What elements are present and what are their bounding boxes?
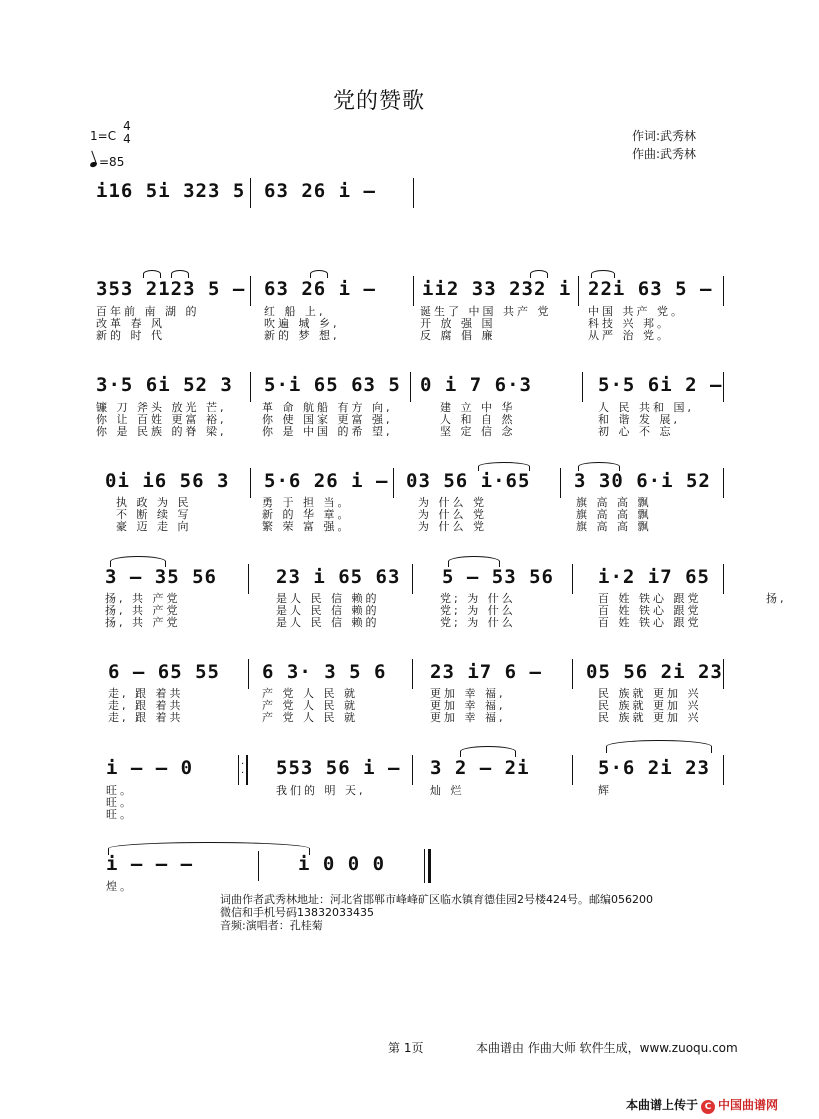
barline [572,564,573,594]
barline [412,564,413,594]
slur [143,270,161,278]
time-signature [120,120,134,146]
barline [723,276,724,306]
barline [413,276,414,306]
barline [410,372,411,402]
lyric: 灿 烂 [430,784,465,797]
barline [723,564,724,594]
lyric: 旗 高 高 飘 [576,496,652,509]
lyric: 新的 时 代 [96,329,165,342]
barline [250,468,251,498]
lyric: 更加 幸 福, [430,687,506,700]
lyric: 不 断 续 写 [116,508,192,521]
measure: 6 3· 3 5 6 [262,661,387,683]
lyric: 旺。 [106,808,134,821]
lyric: 你 是 民族 的脊 梁, [96,425,227,438]
lyric: 煌。 [106,880,134,893]
site-logo-icon: C [701,1100,715,1114]
generator-note: 本曲谱由 作曲大师 软件生成，www.zuoqu.com [476,1041,738,1055]
lyric: 吹遍 城 乡, [264,317,340,330]
barline [582,372,583,402]
lyric: 百 姓 铁心 跟党 [598,604,702,617]
barline [250,372,251,402]
lyric: 产 党 人 民 就 [262,711,358,724]
tempo-value: =85 [99,155,125,169]
measure: 3 30 6·i 52 [574,470,711,492]
lyric: 繁 荣 富 强。 [262,520,352,533]
lyric: 从严 治 党。 [588,329,671,342]
barline [248,564,249,594]
lyric: 人 民 共和 国, [598,401,694,414]
barline [723,372,724,402]
lyric: 改革 春 风 [96,317,165,330]
slur [606,740,712,753]
lyric: 更加 幸 福, [430,699,506,712]
lyric: 扬, 共 产党 [105,604,181,617]
lyric: 党; 为 什么 [440,604,516,617]
measure: 05 56 2i 23 [586,661,723,683]
time-signature-bottom: 4 [123,132,131,146]
lyric: 旗 高 高 飘 [576,508,652,521]
measure: 3 – 35 56 [105,566,217,588]
lyric: 红 船 上, [264,305,326,318]
song-title: 党的赞歌 [333,89,426,114]
audio-singer: 音频:演唱者：孔桂菊 [220,919,323,932]
measure: ii2 33 232 i [422,278,572,300]
composer-credit: 作曲:武秀林 [632,147,697,161]
lyric: 产 党 人 民 就 [262,687,358,700]
barline [560,468,561,498]
repeat-sign: · · [241,759,245,779]
lyric: 诞生了 中国 共产 党 [420,305,552,318]
lyric: 你 使 国家 更富 强, [262,413,393,426]
lyric: 扬, 共 产党 [105,616,181,629]
quarter-note-icon [89,161,97,168]
watermark-brand: 中国曲谱网 [718,1098,779,1112]
measure: i·2 i7 65 [598,566,710,588]
lyric: 镰 刀 斧头 放光 芒, [96,401,227,414]
barline [412,659,413,689]
slur [530,270,548,278]
lyric: 反 腐 倡 廉 [420,329,496,342]
lyric: 百 姓 铁心 跟党 [598,592,702,605]
measure: 0 i 7 6·3 [420,374,532,396]
measure: 5·5 6i 2 – [598,374,723,396]
author-contact: 微信和手机号码13832033435 [220,906,374,919]
lyric: 是人 民 信 赖的 [276,616,380,629]
measure: i – – – [106,853,194,875]
barline [412,755,413,785]
barline [413,178,414,208]
barline [572,755,573,785]
lyric: 革 命 航船 有方 向, [262,401,393,414]
lyric: 新 的 华 章。 [262,508,352,521]
author-address: 词曲作者武秀林地址：河北省邯郸市峰峰矿区临水镇育德佳园2号楼424号。邮编056200 [220,893,653,906]
lyric: 走, 跟 着共 [108,687,184,700]
slur [310,270,328,278]
watermark [626,1096,778,1114]
lyric: 走, 跟 着共 [108,711,184,724]
measure: 3·5 6i 52 3 [96,374,233,396]
final-barline-thin [424,849,425,883]
barline [248,659,249,689]
measure: i – – 0 [106,757,194,779]
measure: 553 56 i – [276,757,401,779]
key-signature: 1=C [90,129,117,143]
lyric: 民 族就 更加 兴 [598,711,702,724]
barline [723,468,724,498]
barline [723,755,724,785]
barline [250,276,251,306]
lyric: 走, 跟 着共 [108,699,184,712]
lyric: 初 心 不 忘 [598,425,674,438]
measure: 0i i6 56 3 [105,470,230,492]
lyric: 勇 于 担 当。 [262,496,352,509]
lyric: 你 是 中国 的希 望, [262,425,393,438]
lyric: 人 和 自 然 [440,413,516,426]
barline [258,851,259,881]
lyric: 党; 为 什么 [440,592,516,605]
lyric: 扬, [766,592,787,605]
lyric: 旺。 [106,796,134,809]
lyric: 坚 定 信 念 [440,425,516,438]
barline [578,276,579,306]
lyric: 为 什么 党 [418,520,487,533]
measure: 353 2123 5 – [96,278,246,300]
barline [246,755,248,785]
lyric: 开 放 强 国 [420,317,496,330]
page-number: 第 1页 [388,1041,424,1055]
lyric: 中国 共产 党。 [588,305,685,318]
measure: 22i 63 5 – [588,278,713,300]
lyric: 产 党 人 民 就 [262,699,358,712]
lyric: 为 什么 党 [418,496,487,509]
lyric: 和 谐 发 展, [598,413,680,426]
measure: 5·i 65 63 5 [264,374,401,396]
measure: 63 26 i – [264,180,376,202]
lyric: 旺。 [106,784,134,797]
barline [723,659,724,689]
measure: i16 5i 323 5 [96,180,246,202]
lyric: 党; 为 什么 [440,616,516,629]
lyric: 百 姓 铁心 跟党 [598,616,702,629]
barline [238,755,239,785]
tempo-marking [90,155,124,169]
lyricist-credit: 作词:武秀林 [632,129,697,143]
lyric: 为 什么 党 [418,508,487,521]
measure: 3 2 – 2i [430,757,530,779]
measure: 63 26 i – [264,278,376,300]
lyric: 是人 民 信 赖的 [276,604,380,617]
lyric: 建 立 中 华 [440,401,516,414]
lyric: 执 政 为 民 [116,496,192,509]
lyric: 我们的 明 天, [276,784,366,797]
lyric: 辉 [598,784,612,797]
lyric: 百年前 南 湖 的 [96,305,200,318]
measure: 5 – 53 56 [442,566,554,588]
lyric: 你 让 百姓 更富 裕, [96,413,227,426]
lyric: 新的 梦 想, [264,329,340,342]
slur [171,270,189,278]
barline [250,178,251,208]
slur [591,270,615,278]
lyric: 旗 高 高 飘 [576,520,652,533]
lyric: 民 族就 更加 兴 [598,699,702,712]
measure: 23 i7 6 – [430,661,542,683]
measure: 6 – 65 55 [108,661,220,683]
lyric: 民 族就 更加 兴 [598,687,702,700]
lyric: 更加 幸 福, [430,711,506,724]
measure: 5·6 2i 23 [598,757,710,779]
time-signature-top: 4 [123,119,131,133]
measure: 5·6 26 i – [264,470,389,492]
lyric: 是人 民 信 赖的 [276,592,380,605]
measure: i 0 0 0 [298,853,386,875]
lyric: 豪 迈 走 向 [116,520,192,533]
slur [460,746,516,757]
lyric: 扬, 共 产党 [105,592,181,605]
watermark-text: 本曲谱上传于 [626,1098,699,1112]
measure: 23 i 65 63 [276,566,401,588]
barline [393,468,394,498]
barline [572,659,573,689]
final-barline-thick [428,849,431,883]
lyric: 科技 兴 邦。 [588,317,671,330]
measure: 03 56 i·65 [406,470,531,492]
